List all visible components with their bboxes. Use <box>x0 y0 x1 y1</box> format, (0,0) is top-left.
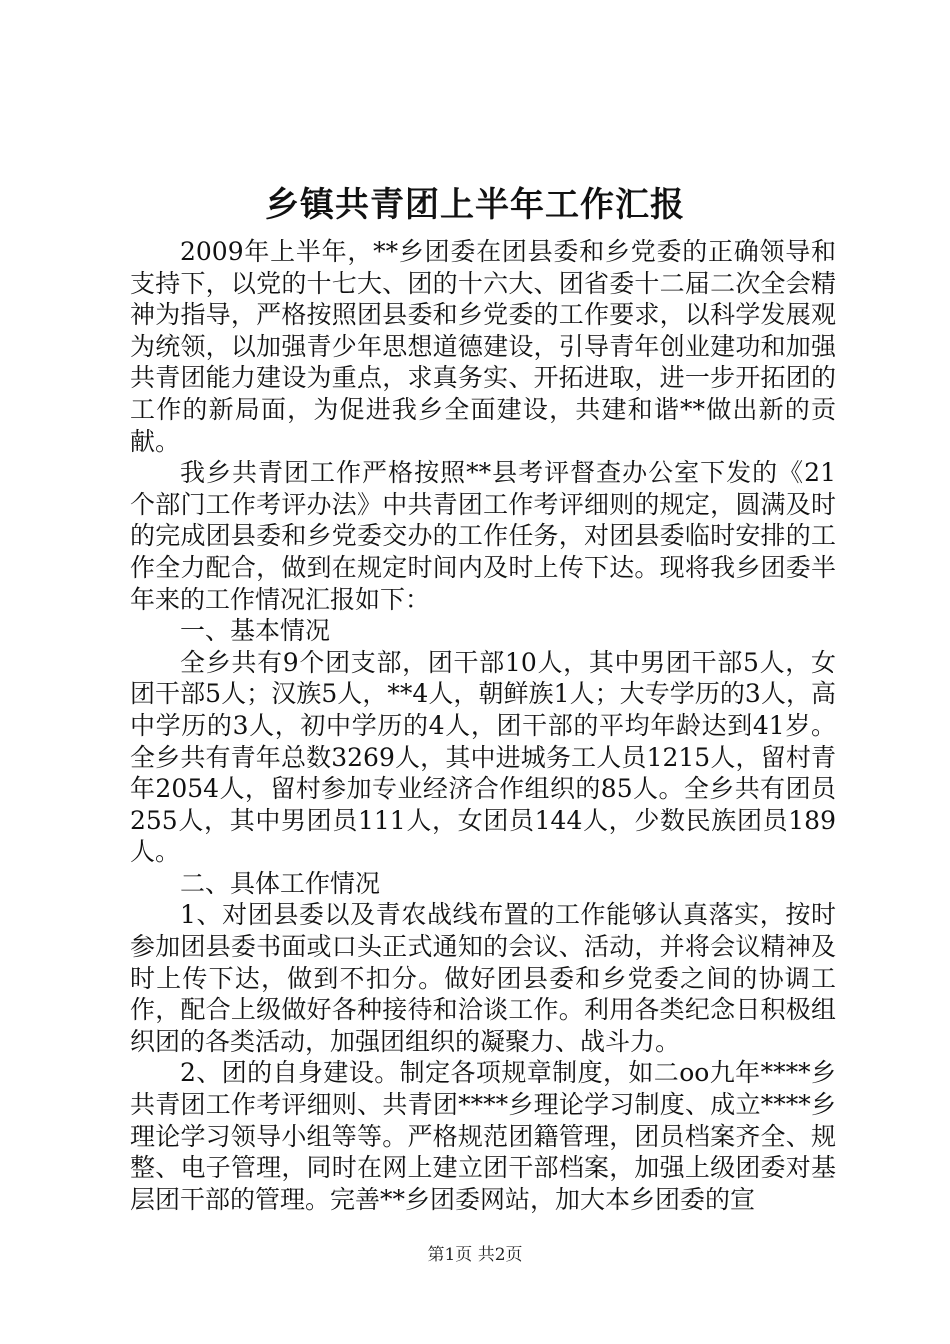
paragraph-intro: 2009年上半年，**乡团委在团县委和乡党委的正确领导和支持下，以党的十七大、团的十六大、团省委十二届二次全会精神为指导，严格按照团县委和乡党委的工作要求，以科学发展观为统领，以加强青少年思想道德建设，引导青年创业建功和加强共青团能力建设为重点，求真务实、开拓进取，进一步开拓团的工作的新局面，为促进我乡全面建设，共建和谐**做出新的贡献。 <box>130 237 836 456</box>
page-title: 乡镇共青团上半年工作汇报 <box>265 185 685 225</box>
paragraph-overview: 我乡共青团工作严格按照**县考评督查办公室下发的《21个部门工作考评办法》中共青团工作考评细则的规定，圆满及时的完成团县委和乡党委交办的工作任务，对团县委临时安排的工作全力配合，做到在规定时间内及时上传下达。现将我乡团委半年来的工作情况汇报如下： <box>130 458 836 614</box>
section-heading-basic: 一、基本情况 <box>180 616 331 646</box>
page-footer: 第1页 共2页 <box>427 1245 523 1265</box>
section-heading-work: 二、具体工作情况 <box>180 868 381 898</box>
document-body <box>130 236 836 1215</box>
paragraph-work-item-2: 2、团的自身建设。制定各项规章制度，如二oo九年****乡共青团工作考评细则、共青团****乡理论学习制度、成立****乡理论学习领导小组等等。严格规范团籍管理，团员档案齐全、规整、电子管理，同时在网上建立团干部档案，加强上级团委对基层团干部的管理。完善**乡团委网站，加大本乡团委的宣 <box>130 1058 836 1214</box>
paragraph-basic-info: 全乡共有9个团支部，团干部10人，其中男团干部5人，女团干部5人；汉族5人，**4人，朝鲜族1人；大专学历的3人，高中学历的3人，初中学历的4人，团干部的平均年龄达到41岁。全乡共有青年总数3269人，其中进城务工人员1215人，留村青年2054人，留村参加专业经济合作组织的85人。全乡共有团员255人，其中男团员111人，女团员144人，少数民族团员189人。 <box>130 647 836 867</box>
paragraph-work-item-1: 1、对团县委以及青农战线布置的工作能够认真落实，按时参加团县委书面或口头正式通知的会议、活动，并将会议精神及时上传下达，做到不扣分。做好团县委和乡党委之间的协调工作，配合上级做好各种接待和洽谈工作。利用各类纪念日积极组织团的各类活动，加强团组织的凝聚力、战斗力。 <box>130 900 836 1056</box>
